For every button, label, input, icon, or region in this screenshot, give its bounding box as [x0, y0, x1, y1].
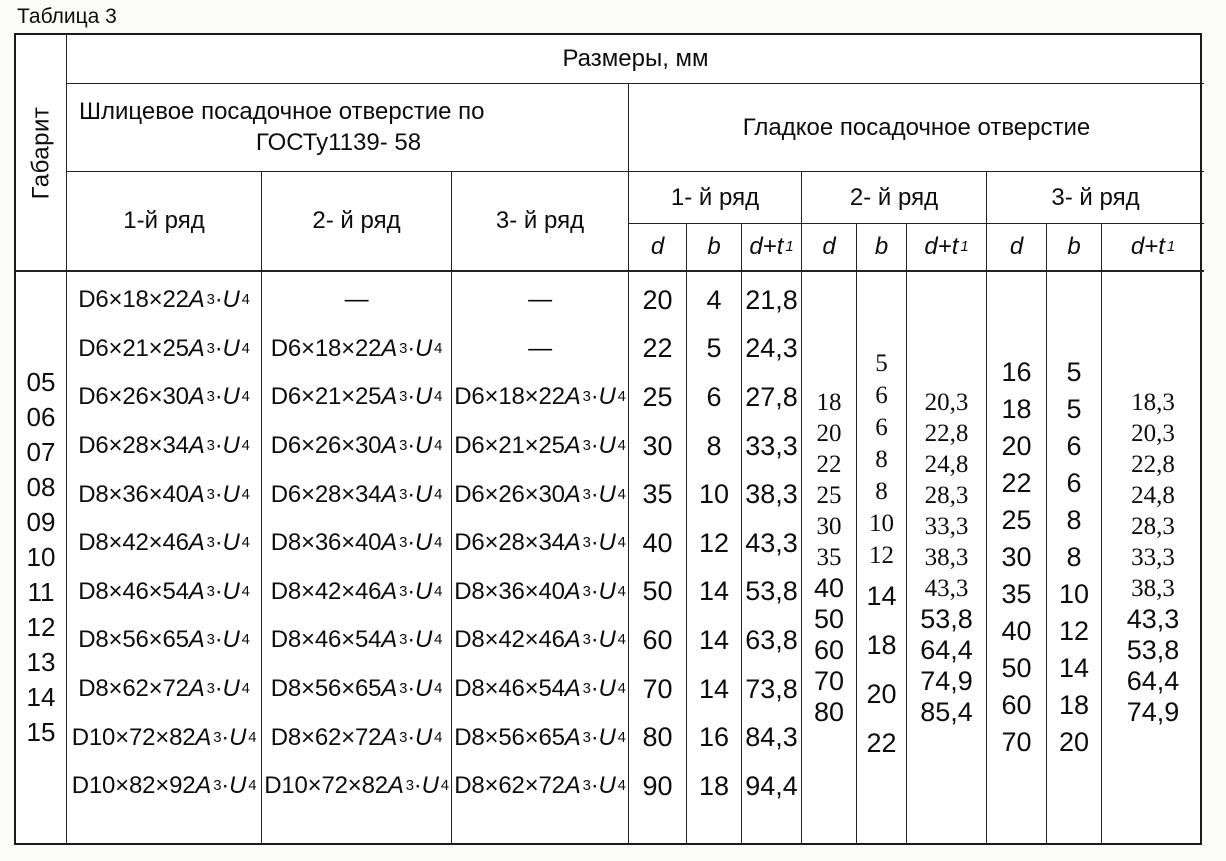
d-value: 40: [1001, 616, 1032, 646]
spline-designation: D8×36×40 A 3 · U 4: [78, 480, 250, 508]
dt-value: 43,3: [1126, 604, 1180, 634]
smooth-r2-d-cell: [802, 272, 857, 843]
smooth-r3-d-cell: [987, 272, 1047, 843]
spline-designation: D6×21×25 A 3 · U 4: [78, 334, 250, 362]
dt-value: 64,4: [920, 635, 973, 665]
spline-designation: D6×26×30 A 3 · U 4: [78, 383, 250, 411]
spline-designation: D6×26×30 A 3 · U 4: [270, 432, 443, 460]
dt-value: 63,8: [745, 624, 798, 655]
dt-value: 20,3: [924, 388, 969, 416]
b-value: 8: [875, 445, 888, 473]
dim-header-d-2: d: [802, 224, 857, 272]
spline-designation: D8×36×40 A 3 · U 4: [454, 577, 626, 605]
d-value: 20: [816, 419, 842, 447]
spline-designation: D8×42×46 A 3 · U 4: [454, 626, 626, 654]
spline-designation: D8×62×72 A 3 · U 4: [78, 675, 250, 703]
smooth-r1-d-cell: [629, 272, 687, 843]
d-value: 22: [816, 450, 842, 478]
b-value: 5: [706, 333, 722, 364]
gabarit-value: 14: [26, 682, 56, 712]
d-value: 70: [813, 666, 845, 696]
spline-designation: —: [528, 286, 552, 314]
b-value: 10: [869, 509, 894, 537]
d-value: 22: [1001, 468, 1032, 498]
b-value: 16: [698, 722, 730, 753]
smooth-r2-dt-values: [907, 272, 986, 843]
dt-value: 43,3: [745, 527, 798, 558]
page-title: Таблица 3: [17, 5, 117, 28]
dt-value: 28,3: [1131, 512, 1175, 540]
dim-header-dt-3: d+ t 1: [1102, 224, 1204, 272]
dt-value: 74,9: [1126, 697, 1180, 727]
d-value: 35: [1001, 579, 1032, 609]
dt-value: 18,3: [1131, 388, 1175, 416]
b-value: 14: [698, 673, 730, 704]
spline-title-line1: Шлицевое посадочное отверстие по: [79, 98, 485, 125]
dt-value: 53,8: [920, 604, 973, 634]
dt-value: 73,8: [745, 673, 798, 704]
dt-value: 22,8: [1131, 450, 1175, 478]
spline-designation: D10×82×92 A 3 · U 4: [71, 772, 257, 800]
dt-value: 84,3: [745, 722, 798, 753]
smooth-r3-b-cell: [1047, 272, 1102, 843]
smooth-r1-b-cell: [687, 272, 742, 843]
dt-value: 21,8: [745, 284, 798, 315]
b-value: 14: [698, 624, 730, 655]
d-value: 60: [813, 635, 845, 665]
b-value: 8: [1066, 505, 1082, 535]
smooth-group-header-3: 3- й ряд: [987, 172, 1204, 224]
d-value: 80: [642, 722, 673, 753]
spline-col3-values: [452, 272, 628, 843]
dim-header-dt-1: d+ t 1: [742, 224, 802, 272]
dim-header-b-3: b: [1047, 224, 1102, 272]
spline-col-header-2: 2- й ряд: [262, 172, 452, 272]
spline-col1-values: [67, 272, 261, 843]
b-value: 12: [869, 541, 894, 569]
spline-designation: D8×46×54 A 3 · U 4: [454, 675, 626, 703]
b-value: 18: [1058, 690, 1090, 720]
b-value: 6: [706, 381, 722, 412]
dim-header-b-1: b: [687, 224, 742, 272]
b-value: 6: [875, 413, 888, 441]
b-value: 12: [1058, 616, 1090, 646]
dt-value: 22,8: [924, 419, 969, 447]
d-value: 18: [1001, 394, 1032, 424]
size-units-header: Размеры, мм: [67, 35, 1204, 84]
spline-col3-cell: [452, 272, 629, 843]
smooth-r1-b-values: [687, 272, 741, 843]
d-value: 50: [813, 604, 845, 634]
b-value: 18: [698, 770, 730, 801]
data-table: [14, 33, 1202, 845]
d-value: 30: [1001, 542, 1032, 572]
spline-designation: D6×28×34 A 3 · U 4: [270, 480, 443, 508]
b-value: 8: [875, 477, 888, 505]
spline-designation: D6×21×25 A 3 · U 4: [270, 383, 443, 411]
spline-section-title: [67, 84, 629, 172]
dt-value: 38,3: [924, 543, 969, 571]
d-value: 90: [642, 770, 673, 801]
spline-designation: D8×56×65 A 3 · U 4: [270, 675, 443, 703]
spline-designation: D8×42×46 A 3 · U 4: [270, 577, 443, 605]
smooth-r2-d-values: [802, 272, 856, 843]
smooth-r3-d-values: [987, 272, 1046, 843]
dt-value: 33,3: [1131, 543, 1175, 571]
gabarit-header-cell: [16, 35, 67, 272]
gabarit-value: 13: [26, 647, 56, 677]
spline-col2-cell: [262, 272, 452, 843]
d-value: 40: [642, 527, 673, 558]
b-value: 14: [1058, 653, 1090, 683]
d-value: 25: [1001, 505, 1032, 535]
dt-value: 38,3: [745, 479, 798, 510]
dt-value: 64,4: [1126, 666, 1180, 696]
spline-designation: D6×21×25 A 3 · U 4: [454, 432, 626, 460]
spline-designation: D6×28×34 A 3 · U 4: [454, 529, 626, 557]
d-value: 20: [642, 284, 673, 315]
d-value: 50: [642, 576, 673, 607]
spline-designation: D8×56×65 A 3 · U 4: [78, 626, 250, 654]
spline-designation: D10×72×82 A 3 · U 4: [71, 723, 257, 751]
d-value: 60: [642, 624, 673, 655]
d-value: 60: [1001, 690, 1032, 720]
dt-value: 94,4: [745, 770, 798, 801]
dim-header-d-1: d: [629, 224, 687, 272]
smooth-group-header-2: 2- й ряд: [802, 172, 987, 224]
d-value: 30: [642, 430, 673, 461]
spline-col1-cell: [67, 272, 262, 843]
spline-designation: D6×28×34 A 3 · U 4: [78, 432, 250, 460]
spline-col-header-3: 3- й ряд: [452, 172, 629, 272]
smooth-r1-d-values: [629, 272, 686, 843]
d-value: 80: [813, 697, 845, 727]
dt-value: 85,4: [920, 697, 973, 727]
smooth-section-title: Гладкое посадочное отверстие: [629, 84, 1204, 172]
b-value: 6: [875, 381, 888, 409]
b-value: 12: [698, 527, 730, 558]
d-value: 50: [1001, 653, 1032, 683]
gabarit-value: 12: [26, 612, 56, 642]
dt-value: 24,8: [1131, 481, 1175, 509]
spline-designation: D8×36×40 A 3 · U 4: [270, 529, 443, 557]
d-value: 25: [642, 381, 673, 412]
d-value: 25: [816, 481, 842, 509]
dim-header-b-2: b: [857, 224, 907, 272]
d-value: 70: [642, 673, 673, 704]
d-value: 16: [1001, 357, 1032, 387]
gabarit-value: 07: [26, 437, 56, 467]
dt-value: 33,3: [924, 512, 969, 540]
dt-value: 38,3: [1131, 574, 1175, 602]
d-value: 70: [1001, 727, 1032, 757]
b-value: 10: [698, 479, 730, 510]
spline-designation: D8×46×54 A 3 · U 4: [270, 626, 443, 654]
dim-header-dt-2: d+ t 1: [907, 224, 987, 272]
d-value: 30: [816, 512, 842, 540]
spline-designation: D10×72×82 A 3 · U 4: [264, 772, 449, 800]
b-value: 20: [1058, 727, 1090, 757]
spline-designation: D8×46×54 A 3 · U 4: [78, 577, 250, 605]
b-value: 6: [1066, 468, 1082, 498]
smooth-r1-dt-values: [742, 272, 801, 843]
b-value: 6: [1066, 431, 1082, 461]
b-value: 18: [866, 629, 897, 660]
gabarit-value: 05: [26, 367, 56, 397]
gabarit-values: [16, 272, 66, 843]
spline-designation: D6×18×22 A 3 · U 4: [78, 286, 250, 314]
b-value: 20: [866, 678, 897, 709]
smooth-r2-dt-cell: [907, 272, 987, 843]
spline-col2-values: [262, 272, 451, 843]
b-value: 8: [1066, 542, 1082, 572]
spline-designation: D8×62×72 A 3 · U 4: [270, 723, 443, 751]
d-value: 20: [1001, 431, 1032, 461]
spline-designation: D6×18×22 A 3 · U 4: [454, 383, 626, 411]
smooth-r2-b-values: [857, 272, 906, 843]
smooth-r3-dt-values: [1102, 272, 1204, 843]
spline-designation: —: [528, 334, 552, 362]
dt-value: 27,8: [745, 381, 798, 412]
spline-designation: D8×42×46 A 3 · U 4: [78, 529, 250, 557]
b-value: 5: [1066, 357, 1082, 387]
dt-value: 24,8: [924, 450, 969, 478]
spline-col-header-1: 1-й ряд: [67, 172, 262, 272]
spline-designation: D8×56×65 A 3 · U 4: [454, 723, 626, 751]
spline-designation: D8×62×72 A 3 · U 4: [454, 772, 626, 800]
gabarit-value: 15: [26, 717, 56, 747]
b-value: 14: [698, 576, 730, 607]
smooth-r2-b-cell: [857, 272, 907, 843]
d-value: 35: [642, 479, 673, 510]
b-value: 8: [706, 430, 722, 461]
d-value: 18: [816, 388, 842, 416]
smooth-r1-dt-cell: [742, 272, 802, 843]
dt-value: 43,3: [924, 574, 969, 602]
dt-value: 28,3: [924, 481, 969, 509]
gabarit-label: Габарит: [27, 106, 55, 199]
b-value: 22: [866, 727, 897, 758]
b-value: 4: [706, 284, 722, 315]
gabarit-value: 08: [26, 472, 56, 502]
b-value: 5: [1066, 394, 1082, 424]
dt-value: 33,3: [745, 430, 798, 461]
smooth-r3-dt-cell: [1102, 272, 1204, 843]
gabarit-value: 09: [26, 507, 56, 537]
dt-value: 24,3: [745, 333, 798, 364]
dt-value: 20,3: [1131, 419, 1175, 447]
smooth-r3-b-values: [1047, 272, 1101, 843]
dt-value: 74,9: [920, 666, 973, 696]
gost-reference: ГОСТу1139- 58: [255, 129, 422, 156]
spline-designation: —: [344, 286, 369, 314]
dt-value: 53,8: [745, 576, 798, 607]
dim-header-d-3: d: [987, 224, 1047, 272]
gabarit-value: 06: [26, 402, 56, 432]
b-value: 5: [875, 349, 888, 377]
b-value: 10: [1058, 579, 1090, 609]
d-value: 22: [642, 333, 673, 364]
b-value: 14: [866, 580, 897, 611]
spline-designation: D6×18×22 A 3 · U 4: [270, 334, 443, 362]
gabarit-value: 10: [26, 542, 56, 572]
dt-value: 53,8: [1126, 635, 1180, 665]
smooth-group-header-1: 1- й ряд: [629, 172, 802, 224]
spline-designation: D6×26×30 A 3 · U 4: [454, 480, 626, 508]
d-value: 35: [816, 543, 842, 571]
gabarit-value: 11: [27, 577, 55, 607]
d-value: 40: [813, 573, 845, 603]
gabarit-values-cell: [16, 272, 67, 843]
